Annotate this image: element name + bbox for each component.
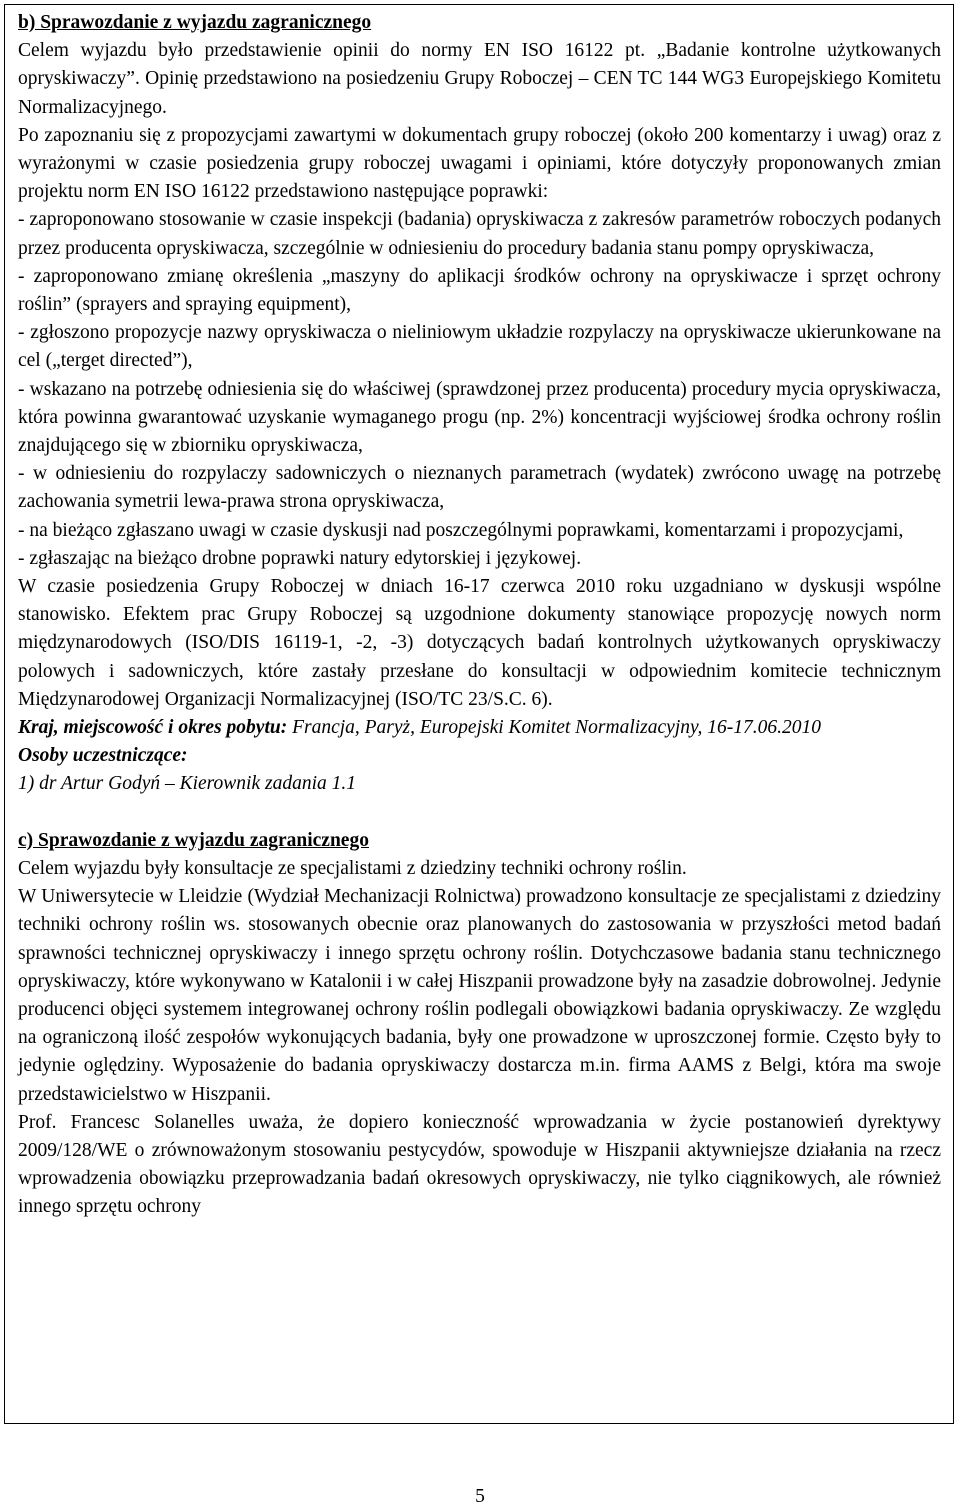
section-b-paragraph: - zaproponowano zmianę określenia „maszyny do aplikacji środków ochrony na opryskiwacze i sprzęt ochrony roślin” (sprayers and spraying equipment), xyxy=(18,265,941,316)
participant-item: 1) dr Artur Godyń – Kierownik zadania 1.1 xyxy=(18,773,357,795)
section-b-paragraph: - zgłaszając na bieżąco drobne poprawki natury edytorskiej i językowej. xyxy=(18,547,582,569)
place-line xyxy=(18,714,941,742)
section-b-paragraph: W czasie posiedzenia Grupy Roboczej w dniach 16-17 czerwca 2010 roku uzgadniano w dyskusji wspólne stanowisko. Efektem prac Grupy Roboczej są uzgodnione dokumenty stanowiące propozycję nowych norm międzynarodowych (ISO/DIS 16119-1, -2, -3) dotyczących badań kontrolnych użytkowanych opryskiwaczy polowych i sadowniczych, które zastały przesłane do konsultacji w odpowiednim komitecie technicznym Międzynarodowej Organizacji Normalizacyjnej (ISO/TC 23/S.C. 6). xyxy=(18,576,941,710)
section-b-paragraph: - zgłoszono propozycje nazwy opryskiwacza o nieliniowym układzie rozpylaczy na opryskiwacze ukierunkowane na cel („terget directed”), xyxy=(18,322,941,372)
page-number: 5 xyxy=(475,1486,485,1507)
section-b-paragraph: Po zapoznaniu się z propozycjami zawartymi w dokumentach grupy roboczej (około 200 komentarzy i uwag) oraz z wyrażonymi w czasie posiedzenia grupy roboczej uwagami i opiniami, które dotyczyły proponowanych zmian projektu norm EN ISO 16122 przedstawiono następujące poprawki: xyxy=(18,124,941,203)
participants-label: Osoby uczestniczące: xyxy=(18,745,188,767)
report-frame xyxy=(4,4,954,1424)
section-b-purpose: Celem wyjazdu było przedstawienie opinii do normy EN ISO 16122 pt. „Badanie kontrolne użytkowanych opryskiwaczy”. Opinię przedstawiono na posiedzeniu Grupy Roboczej – CEN TC 144 WG3 Europejskiego Komitetu Normalizacyjnego. xyxy=(18,40,941,118)
place-label: Kraj, miejscowość i okres pobytu: xyxy=(18,717,288,739)
section-spacer xyxy=(18,799,941,827)
section-c-heading: c) Sprawozdanie z wyjazdu zagranicznego xyxy=(18,829,369,851)
section-b-paragraph: - w odniesieniu do rozpylaczy sadowniczych o nieznanych parametrach (wydatek) zwrócono uwagę na potrzebę zachowania symetrii lewa-prawa strona opryskiwacza, xyxy=(18,463,941,513)
section-b-heading: b) Sprawozdanie z wyjazdu zagranicznego xyxy=(18,12,372,33)
section-c-paragraph: Prof. Francesc Solanelles uważa, że dopiero konieczność wprowadzania w życie postanowień dyrektywy 2009/128/WE o zrównoważonym stosowaniu pestycydów, spowoduje w Hiszpanii aktywniejsze działania na rzecz wprowadzenia obowiązku przeprowadzania badań okresowych opryskiwaczy, nie tylko ciągnikowych, ale również innego sprzętu ochrony xyxy=(18,1111,941,1218)
section-b-paragraph: - wskazano na potrzebę odniesienia się do właściwej (sprawdzonej przez producenta) procedury mycia opryskiwacza, która powinna gwarantować uzyskanie wymaganego progu (np. 2%) koncentracji wyjściowej środka ochrony roślin znajdującego się w zbiorniku opryskiwacza, xyxy=(18,378,941,457)
section-b-paragraph: - zaproponowano stosowanie w czasie inspekcji (badania) opryskiwacza z zakresów parametrów roboczych podanych przez producenta opryskiwacza, szczególnie w odniesieniu do procedury badania stanu pompy opryskiwacza, xyxy=(18,209,941,259)
section-c-purpose: Celem wyjazdu były konsultacje ze specjalistami z dziedziny techniki ochrony roślin. xyxy=(18,857,687,879)
place-value: Francja, Paryż, Europejski Komitet Normalizacyjny, 16-17.06.2010 xyxy=(287,717,822,739)
section-b-paragraph: - na bieżąco zgłaszano uwagi w czasie dyskusji nad poszczególnymi poprawkami, komentarzami i propozycjami, xyxy=(18,519,904,541)
section-c-paragraph: W Uniwersytecie w Lleidzie (Wydział Mechanizacji Rolnictwa) prowadzono konsultacje ze specjalistami z dziedziny techniki ochrony roślin ws. stosowanych obecnie oraz planowanych do zastosowania w przyszłości metod badań sprawności technicznej opryskiwaczy i innego sprzętu ochrony roślin. Dotychczasowe badania stanu technicznego opryskiwaczy, które wykonywano w Katalonii i w całej Hiszpanii prowadzone były na zasadzie dobrowolnej. Jedynie producenci objęci systemem integrowanej ochrony roślin podlegali obowiązkowi badania opryskiwaczy. Ze względu na ograniczoną ilość zespołów wykonujących badania, były one prowadzone w uproszczonej formie. Często były to jedynie oględziny. Wyposażenie do badania opryskiwaczy dostarcza m.in. firma AAMS z Belgi, która ma swoje przedstawicielstwo w Hiszpanii. xyxy=(18,886,941,1105)
